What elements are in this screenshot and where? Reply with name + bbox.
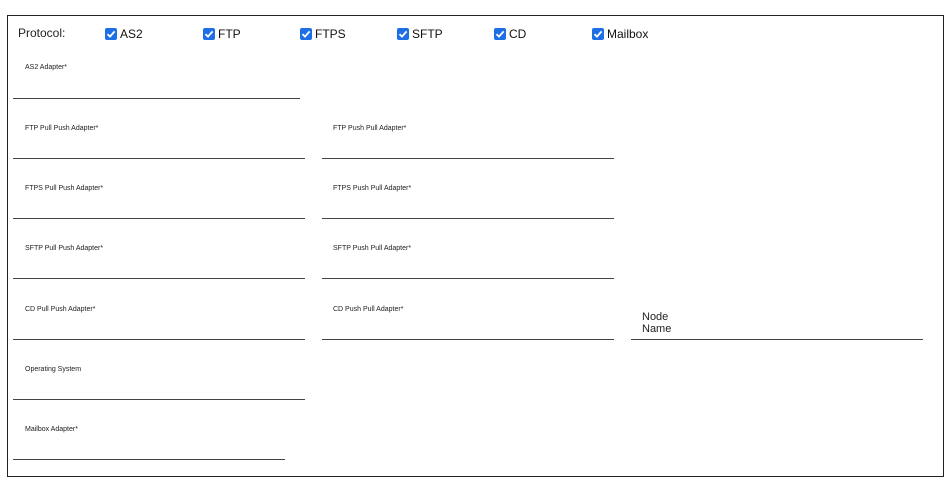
cd-pull-push-adapter-underline <box>13 339 305 340</box>
sftp-pull-push-adapter-label: SFTP Pull Push Adapter* <box>25 245 104 252</box>
sftp-push-pull-adapter-underline <box>322 278 614 279</box>
mailbox-adapter-underline <box>13 459 285 460</box>
checkbox-as2[interactable] <box>105 27 143 41</box>
checkbox-label: Mailbox <box>607 27 649 41</box>
form-container <box>7 15 944 477</box>
checkbox-mailbox[interactable] <box>592 27 648 41</box>
checkbox-ftps[interactable] <box>300 27 346 41</box>
ftps-pull-push-adapter-underline <box>13 218 305 219</box>
checkbox-label: AS2 <box>120 27 143 41</box>
operating-system-label: Operating System <box>25 366 82 373</box>
sftp-push-pull-adapter-label: SFTP Push Pull Adapter* <box>333 245 412 252</box>
ftp-push-pull-adapter-underline <box>322 158 614 159</box>
cd-pull-push-adapter-label: CD Pull Push Adapter* <box>25 306 96 313</box>
ftps-push-pull-adapter-underline <box>322 218 614 219</box>
ftps-push-pull-adapter-label: FTPS Push Pull Adapter* <box>333 185 412 192</box>
checkbox-label: FTPS <box>315 27 346 41</box>
checkbox-checked-icon <box>203 28 215 40</box>
node-name-label: Node Name <box>642 311 672 335</box>
ftps-pull-push-adapter-label: FTPS Pull Push Adapter* <box>25 185 104 192</box>
checkbox-label: SFTP <box>412 27 443 41</box>
checkbox-sftp[interactable] <box>397 27 443 41</box>
checkbox-checked-icon <box>105 28 117 40</box>
ftp-pull-push-adapter-label: FTP Pull Push Adapter* <box>25 125 99 132</box>
checkbox-checked-icon <box>300 28 312 40</box>
as2-adapter-label: AS2 Adapter* <box>25 64 68 71</box>
sftp-pull-push-adapter-underline <box>13 278 305 279</box>
mailbox-adapter-label: Mailbox Adapter* <box>25 426 78 433</box>
operating-system-underline <box>13 399 305 400</box>
checkbox-checked-icon <box>592 28 604 40</box>
checkbox-cd[interactable] <box>494 27 526 41</box>
cd-push-pull-adapter-label: CD Push Pull Adapter* <box>333 306 404 313</box>
checkbox-label: FTP <box>218 27 241 41</box>
checkbox-ftp[interactable] <box>203 27 241 41</box>
checkbox-label: CD <box>509 27 527 41</box>
node-name-underline <box>631 339 923 340</box>
cd-push-pull-adapter-underline <box>322 339 614 340</box>
protocol-label: Protocol: <box>18 26 66 40</box>
checkbox-checked-icon <box>494 28 506 40</box>
checkbox-checked-icon <box>397 28 409 40</box>
ftp-push-pull-adapter-label: FTP Push Pull Adapter* <box>333 125 407 132</box>
ftp-pull-push-adapter-underline <box>13 158 305 159</box>
as2-adapter-underline <box>13 98 300 99</box>
